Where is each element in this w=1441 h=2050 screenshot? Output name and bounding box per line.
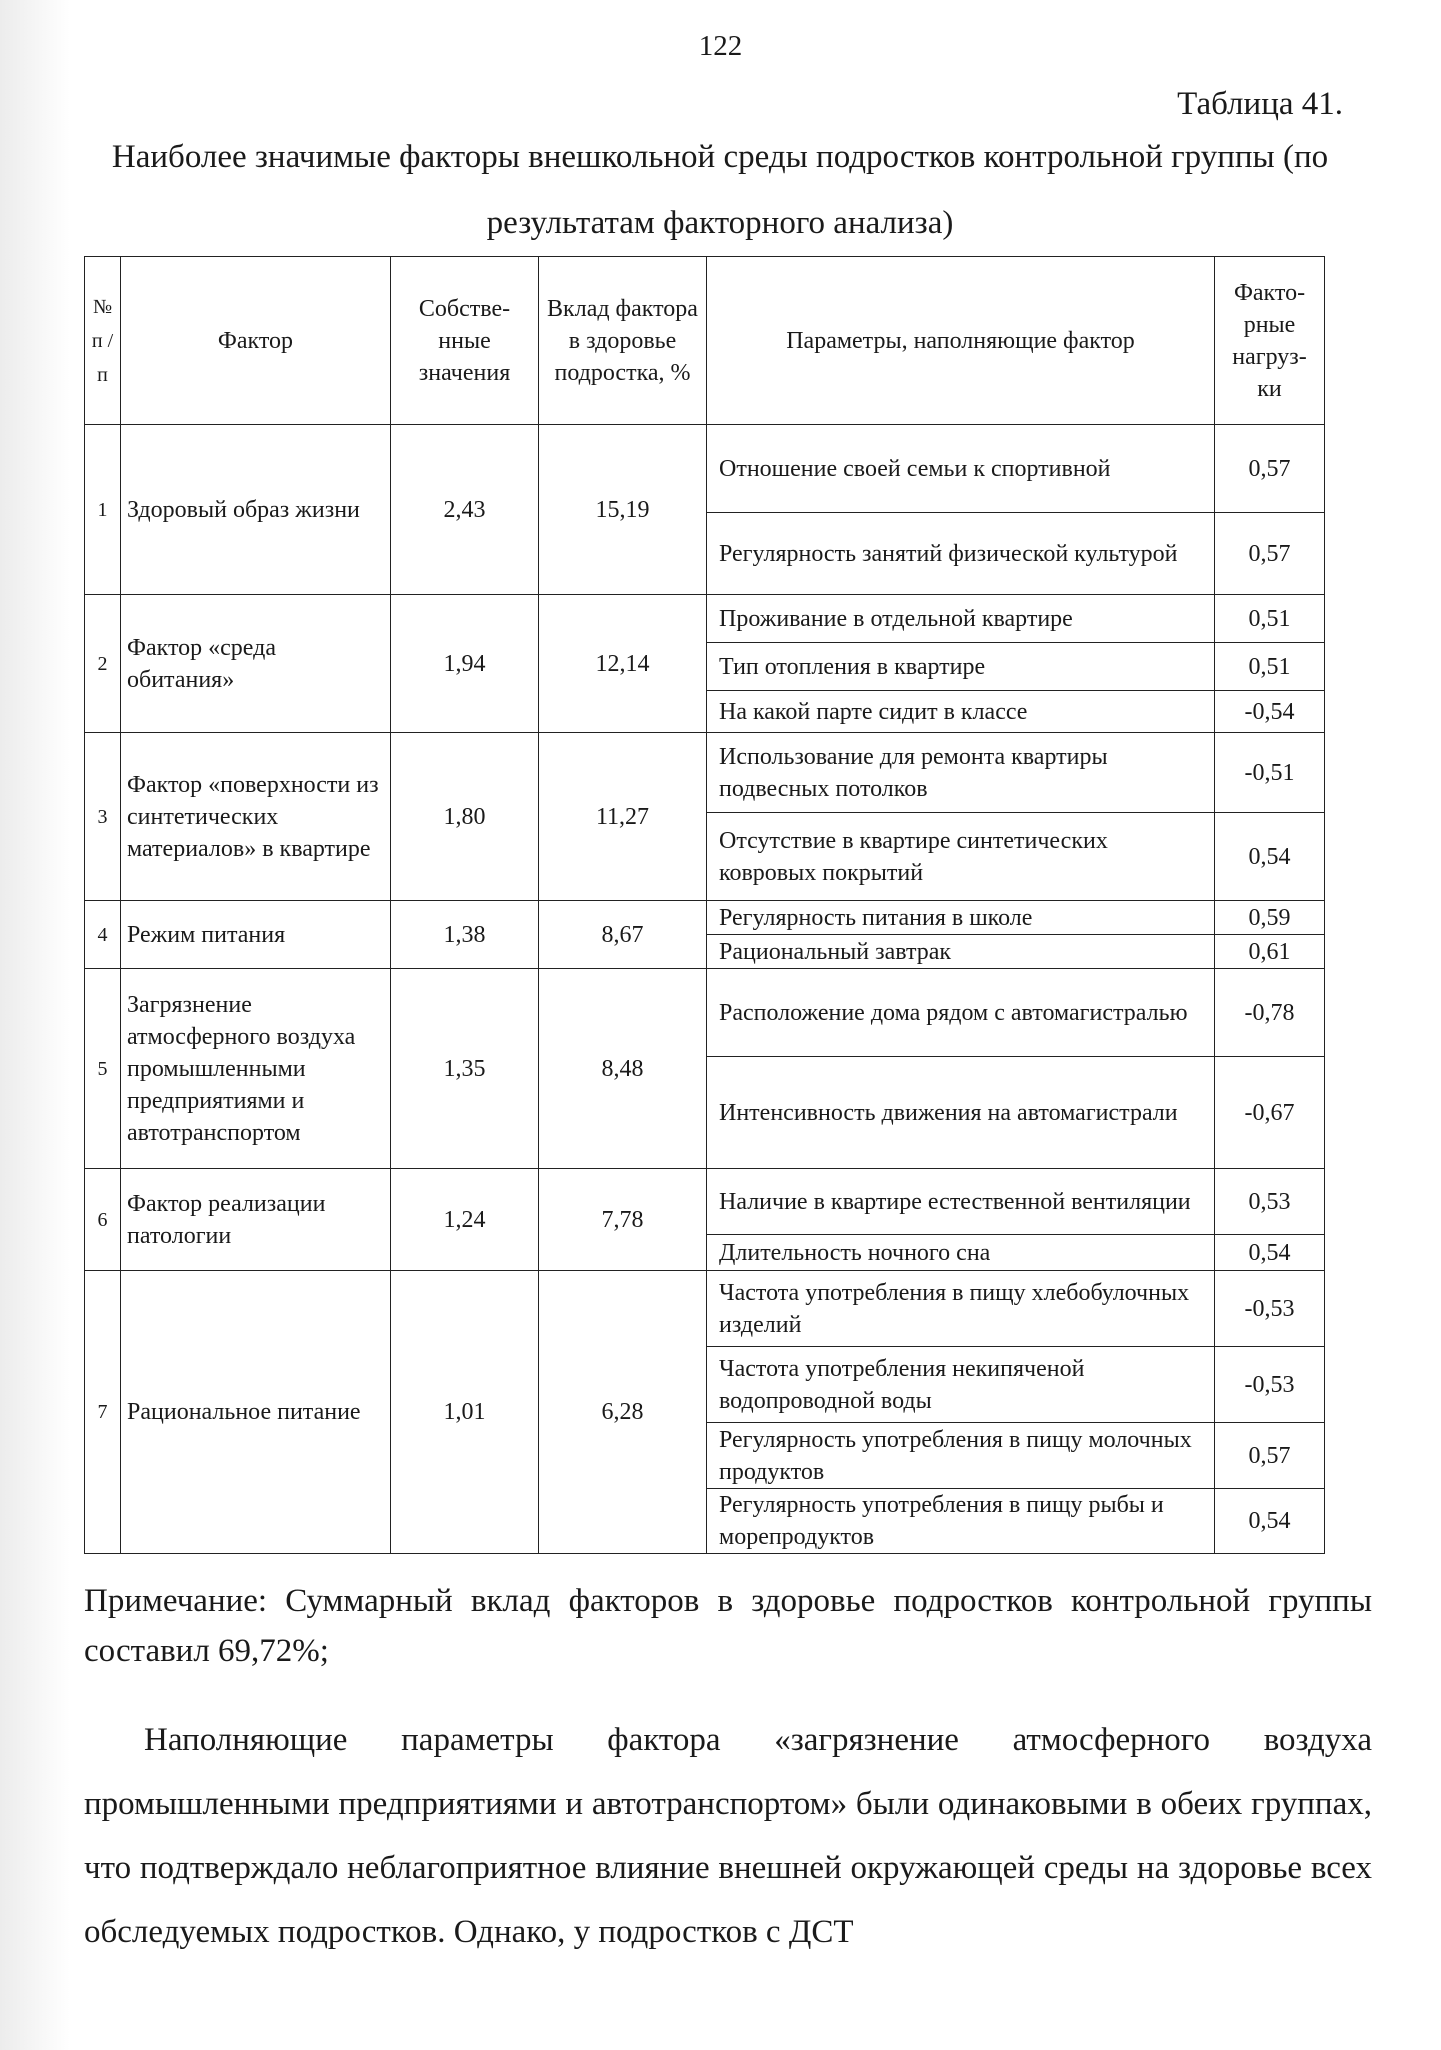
- factor-loading: -0,53: [1215, 1271, 1325, 1347]
- row-number: 1: [85, 425, 121, 595]
- factors-table: [84, 256, 1325, 1554]
- factor-loading: 0,54: [1215, 1235, 1325, 1271]
- parameter-text: Отсутствие в квартире синтетических ковровых покрытий: [707, 813, 1215, 901]
- parameter-text: Регулярность употребления в пищу рыбы и морепродуктов: [707, 1489, 1215, 1554]
- row-number: 3: [85, 733, 121, 901]
- header-num: № п / п: [85, 257, 121, 425]
- parameter-text: Частота употребления некипяченой водопроводной воды: [707, 1347, 1215, 1423]
- factor-name: Режим питания: [121, 901, 391, 969]
- row-number: 7: [85, 1271, 121, 1554]
- eigenvalue: 1,94: [391, 595, 539, 733]
- factor-name: Фактор реализации патологии: [121, 1169, 391, 1271]
- factor-name: Загрязнение атмосферного воздуха промышленными предприятиями и автотранспортом: [121, 969, 391, 1169]
- table-row: [85, 595, 1325, 643]
- eigenvalue: 1,35: [391, 969, 539, 1169]
- factor-name: Фактор «поверхности из синтетических материалов» в квартире: [121, 733, 391, 901]
- table-row: [85, 1271, 1325, 1347]
- body-paragraph: Наполняющие параметры фактора «загрязнение атмосферного воздуха промышленными предприятиями и автотранспортом» были одинаковыми в обеих группах, что подтверждало неблагоприятное влияние внешней окружающей среды на здоровье всех обследуемых подростков. Однако, у подростков с ДСТ: [84, 1722, 1372, 1950]
- row-number: 5: [85, 969, 121, 1169]
- factor-loading: 0,51: [1215, 643, 1325, 691]
- parameter-text: Регулярность употребления в пищу молочных продуктов: [707, 1423, 1215, 1489]
- contribution-percent: 8,48: [539, 969, 707, 1169]
- table-title: Наиболее значимые факторы внешкольной среды подростков контрольной группы (по результатам факторного анализа): [111, 139, 1329, 241]
- parameter-text: Длительность ночного сна: [707, 1235, 1215, 1271]
- factor-loading: -0,54: [1215, 691, 1325, 733]
- table-row: [85, 1169, 1325, 1235]
- factor-name: Рациональное питание: [121, 1271, 391, 1554]
- factor-name: Здоровый образ жизни: [121, 425, 391, 595]
- factor-loading: 0,53: [1215, 1169, 1325, 1235]
- factor-loading: 0,59: [1215, 901, 1325, 935]
- factor-loading: -0,78: [1215, 969, 1325, 1057]
- table-body: [85, 425, 1325, 1554]
- table-row: [85, 969, 1325, 1057]
- parameter-text: Регулярность занятий физической культурой: [707, 513, 1215, 595]
- factor-loading: 0,57: [1215, 425, 1325, 513]
- header-eigenvalues: Собстве-нные значения: [391, 257, 539, 425]
- scan-edge-shadow: [0, 0, 70, 2050]
- parameter-text: Рациональный завтрак: [707, 935, 1215, 969]
- factor-loading: 0,54: [1215, 1489, 1325, 1554]
- row-number: 6: [85, 1169, 121, 1271]
- contribution-percent: 7,78: [539, 1169, 707, 1271]
- table-row: [85, 901, 1325, 935]
- parameter-text: Частота употребления в пищу хлебобулочных изделий: [707, 1271, 1215, 1347]
- parameter-text: Регулярность питания в школе: [707, 901, 1215, 935]
- factor-loading: 0,57: [1215, 513, 1325, 595]
- table-note: Примечание: Суммарный вклад факторов в здоровье подростков контрольной группы составил 69,72%;: [84, 1583, 1372, 1669]
- eigenvalue: 1,24: [391, 1169, 539, 1271]
- factor-loading: -0,67: [1215, 1057, 1325, 1169]
- eigenvalue: 2,43: [391, 425, 539, 595]
- header-contribution: Вклад фактора в здоровье подростка, %: [539, 257, 707, 425]
- factor-loading: 0,57: [1215, 1423, 1325, 1489]
- contribution-percent: 11,27: [539, 733, 707, 901]
- eigenvalue: 1,01: [391, 1271, 539, 1554]
- parameter-text: Интенсивность движения на автомагистрали: [707, 1057, 1215, 1169]
- header-loadings: Факто-рные нагруз-ки: [1215, 257, 1325, 425]
- factor-loading: 0,54: [1215, 813, 1325, 901]
- contribution-percent: 12,14: [539, 595, 707, 733]
- table-header-row: [85, 257, 1325, 425]
- factor-loading: -0,53: [1215, 1347, 1325, 1423]
- eigenvalue: 1,80: [391, 733, 539, 901]
- parameter-text: На какой парте сидит в классе: [707, 691, 1215, 733]
- eigenvalue: 1,38: [391, 901, 539, 969]
- row-number: 4: [85, 901, 121, 969]
- parameter-text: Отношение своей семьи к спортивной: [707, 425, 1215, 513]
- table-row: [85, 425, 1325, 513]
- row-number: 2: [85, 595, 121, 733]
- parameter-text: Тип отопления в квартире: [707, 643, 1215, 691]
- parameter-text: Наличие в квартире естественной вентиляции: [707, 1169, 1215, 1235]
- factor-loading: -0,51: [1215, 733, 1325, 813]
- parameter-text: Проживание в отдельной квартире: [707, 595, 1215, 643]
- header-factor: Фактор: [121, 257, 391, 425]
- table-label: Таблица 41.: [1177, 86, 1343, 122]
- factor-loading: 0,51: [1215, 595, 1325, 643]
- parameter-text: Расположение дома рядом с автомагистралью: [707, 969, 1215, 1057]
- table-row: [85, 733, 1325, 813]
- factor-loading: 0,61: [1215, 935, 1325, 969]
- contribution-percent: 8,67: [539, 901, 707, 969]
- factor-name: Фактор «среда обитания»: [121, 595, 391, 733]
- contribution-percent: 6,28: [539, 1271, 707, 1554]
- header-parameters: Параметры, наполняющие фактор: [707, 257, 1215, 425]
- contribution-percent: 15,19: [539, 425, 707, 595]
- page-number: 122: [698, 30, 743, 62]
- parameter-text: Использование для ремонта квартиры подвесных потолков: [707, 733, 1215, 813]
